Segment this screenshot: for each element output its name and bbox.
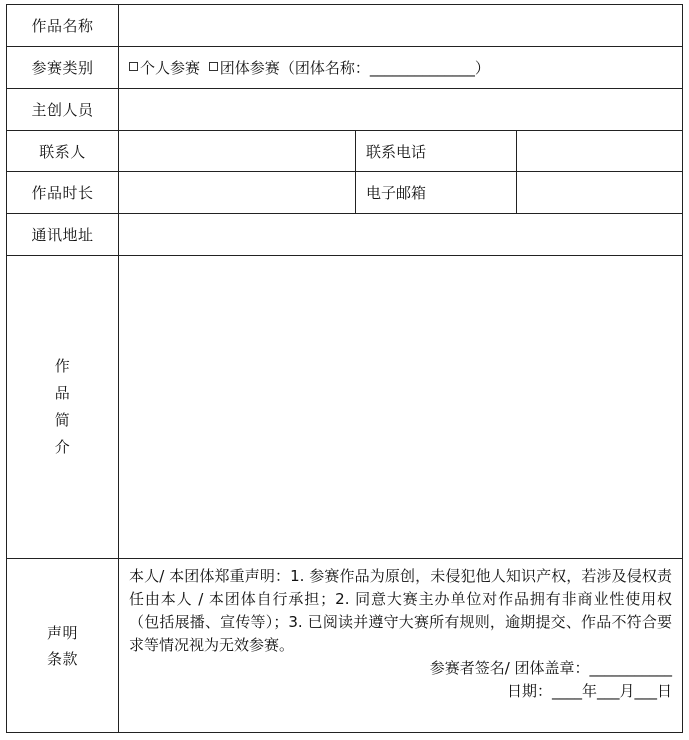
individual-checkbox[interactable]	[129, 62, 138, 71]
declaration-label-line: 声明	[46, 623, 78, 642]
main-creator-input[interactable]	[119, 89, 683, 131]
signature-line[interactable]: 参赛者签名/ 团体盖章：___________	[429, 659, 673, 677]
row-declaration	[7, 559, 683, 733]
work-name-label: 作品名称	[7, 5, 119, 47]
intro-char: 作	[54, 357, 71, 375]
introduction-label	[7, 256, 119, 559]
category-options	[119, 47, 683, 89]
duration-label: 作品时长	[7, 172, 119, 214]
row-address	[7, 214, 683, 256]
email-input[interactable]	[517, 172, 683, 214]
row-contact	[7, 131, 683, 172]
address-label: 通讯地址	[7, 214, 119, 256]
row-introduction	[7, 256, 683, 559]
team-name-field[interactable]: （团体名称：______________）	[279, 59, 490, 77]
intro-char: 介	[54, 438, 71, 456]
declaration-content	[119, 559, 683, 733]
declaration-label	[7, 559, 119, 733]
contact-phone-label: 联系电话	[356, 131, 517, 172]
declaration-label-line: 条款	[46, 649, 78, 668]
row-main-creator	[7, 89, 683, 131]
date-line[interactable]: 日期：____年___月___日	[507, 682, 673, 700]
team-option-label: 团体参赛	[219, 59, 280, 77]
email-label: 电子邮箱	[356, 172, 517, 214]
address-input[interactable]	[119, 214, 683, 256]
contact-person-label: 联系人	[7, 131, 119, 172]
contact-phone-input[interactable]	[517, 131, 683, 172]
contact-person-input[interactable]	[119, 131, 356, 172]
duration-input[interactable]	[119, 172, 356, 214]
intro-char: 简	[54, 411, 71, 429]
intro-char: 品	[54, 384, 71, 402]
row-work-name	[7, 5, 683, 47]
work-name-input[interactable]	[119, 5, 683, 47]
introduction-input[interactable]	[119, 256, 683, 559]
row-category	[7, 47, 683, 89]
row-duration-email	[7, 172, 683, 214]
declaration-text: 本人/ 本团体郑重声明：1. 参赛作品为原创，未侵犯他人知识产权，若涉及侵权责任由本人 / 本团体自行承担；2. 同意大赛主办单位对作品拥有非商业性使用权（包括展播、宣传等）；3. 已阅读并遵守大赛所有规则，逾期提交、作品不符合要求等情况视为无效参赛。	[129, 567, 673, 654]
category-label: 参赛类别	[7, 47, 119, 89]
registration-form-table	[6, 4, 683, 733]
main-creator-label: 主创人员	[7, 89, 119, 131]
team-checkbox[interactable]	[209, 62, 218, 71]
individual-option-label: 个人参赛	[140, 59, 201, 77]
